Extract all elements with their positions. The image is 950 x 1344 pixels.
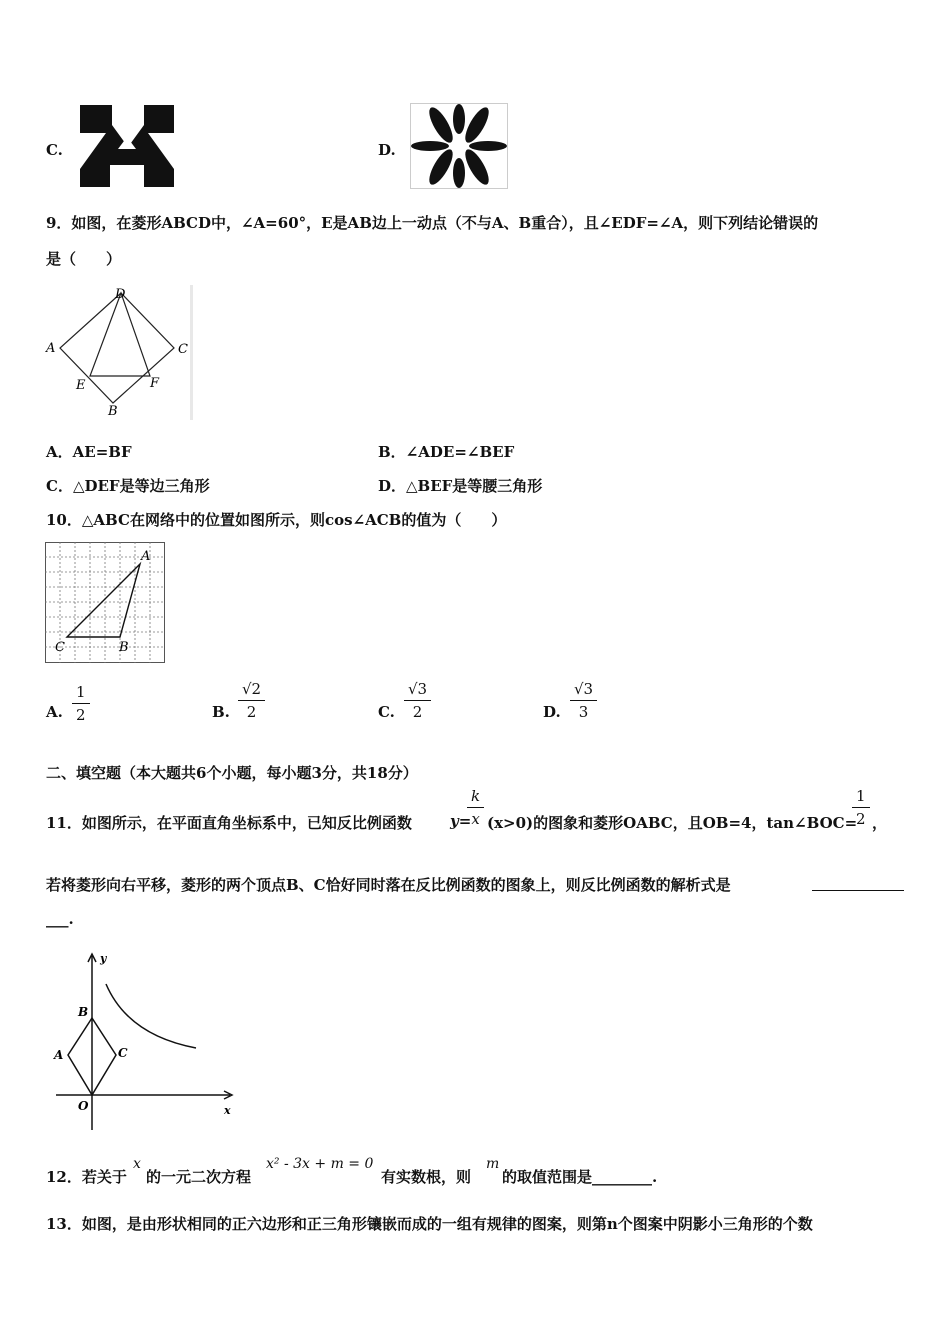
q11-line3: ___. bbox=[46, 910, 74, 928]
q9-label-a: A bbox=[46, 341, 56, 356]
option-c-figure bbox=[78, 103, 176, 189]
q12-part3: 有实数根，则 bbox=[381, 1168, 472, 1186]
q11-answer-blank bbox=[812, 890, 904, 891]
q12-part2: 的一元二次方程 bbox=[146, 1168, 252, 1186]
q11-label-o: O bbox=[78, 1099, 89, 1113]
q11-label-c: C bbox=[118, 1046, 128, 1060]
q11-coordinate-figure bbox=[48, 950, 238, 1132]
q10-option-c-den: 2 bbox=[412, 703, 423, 721]
q10-option-b-num: √2 bbox=[242, 680, 262, 698]
q11-tan-num: 1 bbox=[856, 787, 866, 805]
q9-option-d: D．△BEF是等腰三角形 bbox=[378, 477, 543, 495]
q12-var-m: m bbox=[486, 1156, 500, 1172]
q9-option-b: B．∠ADE=∠BEF bbox=[378, 443, 515, 461]
q11-frac-num: k bbox=[471, 787, 481, 805]
q11-y-eq: y= bbox=[450, 812, 472, 830]
q9-label-c: C bbox=[178, 342, 188, 357]
q9-label-b: B bbox=[108, 404, 118, 419]
q11-part1: 11．如图所示，在平面直角坐标系中，已知反比例函数 bbox=[46, 814, 412, 832]
q12-part4: 的取值范围是________. bbox=[502, 1168, 658, 1186]
option-c-label: C. bbox=[46, 141, 63, 159]
q10-stem: 10．△ABC在网络中的位置如图所示，则cos∠ACB的值为（ ） bbox=[46, 511, 507, 529]
q12-part1: 12．若关于 bbox=[46, 1168, 127, 1186]
q10-option-c-label: C. bbox=[378, 703, 395, 721]
q10-option-c-num: √3 bbox=[408, 680, 428, 698]
q10-option-b-fraction bbox=[238, 680, 265, 721]
q11-line2: 若将菱形向右平移，菱形的两个顶点B、C恰好同时落在反比例函数的图象上，则反比例函数的解析式是 bbox=[46, 876, 731, 894]
q11-label-y: y bbox=[100, 952, 107, 965]
q11-label-x: x bbox=[224, 1104, 231, 1117]
q11-label-a: A bbox=[54, 1048, 64, 1062]
q10-option-d-label: D. bbox=[543, 703, 561, 721]
q9-label-e: E bbox=[76, 378, 86, 393]
q10-option-a-den: 2 bbox=[76, 706, 86, 724]
q10-option-d-fraction bbox=[570, 680, 597, 721]
q10-option-c-fraction bbox=[404, 680, 431, 721]
q11-tan-fraction bbox=[852, 787, 870, 828]
q10-option-b-label: B. bbox=[212, 703, 230, 721]
q9-rhombus-figure bbox=[44, 285, 194, 420]
q11-tan-den: 2 bbox=[856, 810, 866, 828]
q11-part2: (x>0)的图象和菱形OABC，且OB=4，tan∠BOC= bbox=[487, 814, 858, 832]
q9-option-a: A．AE=BF bbox=[46, 443, 132, 461]
q9-stem-line1: 9．如图，在菱形ABCD中，∠A=60°，E是AB边上一动点（不与A、B重合），且∠EDF=∠A，则下列结论错误的 bbox=[46, 214, 819, 232]
section2-title: 二、填空题（本大题共6个小题，每小题3分，共18分） bbox=[46, 764, 418, 782]
q10-label-c: C bbox=[55, 640, 65, 655]
q11-part3: ， bbox=[872, 814, 888, 832]
q10-grid-figure bbox=[45, 542, 165, 663]
q9-stem-line2: 是（ ） bbox=[46, 250, 122, 268]
option-d-figure bbox=[410, 103, 508, 189]
q11-label-b: B bbox=[78, 1005, 89, 1019]
q10-label-a: A bbox=[141, 549, 151, 564]
q10-option-a-label: A. bbox=[46, 703, 63, 721]
q9-option-c: C．△DEF是等边三角形 bbox=[46, 477, 210, 495]
q10-option-d-den: 3 bbox=[578, 703, 589, 721]
q10-option-b-den: 2 bbox=[246, 703, 257, 721]
q12-equation: x² - 3x + m = 0 bbox=[266, 1156, 374, 1172]
q10-option-d-num: √3 bbox=[574, 680, 594, 698]
q9-label-f: F bbox=[150, 376, 160, 391]
q10-option-a-fraction bbox=[72, 683, 90, 724]
q10-label-b: B bbox=[119, 640, 129, 655]
q11-frac-den: x bbox=[471, 810, 480, 828]
q10-option-a-num: 1 bbox=[76, 683, 86, 701]
q13-stem: 13．如图，是由形状相同的正六边形和正三角形镶嵌而成的一组有规律的图案，则第n个图案中阴影小三角形的个数 bbox=[46, 1215, 813, 1233]
option-d-label: D. bbox=[378, 141, 396, 159]
q11-k-over-x bbox=[467, 787, 484, 828]
q9-label-d: D bbox=[115, 287, 126, 302]
q12-var-x: x bbox=[133, 1156, 141, 1172]
